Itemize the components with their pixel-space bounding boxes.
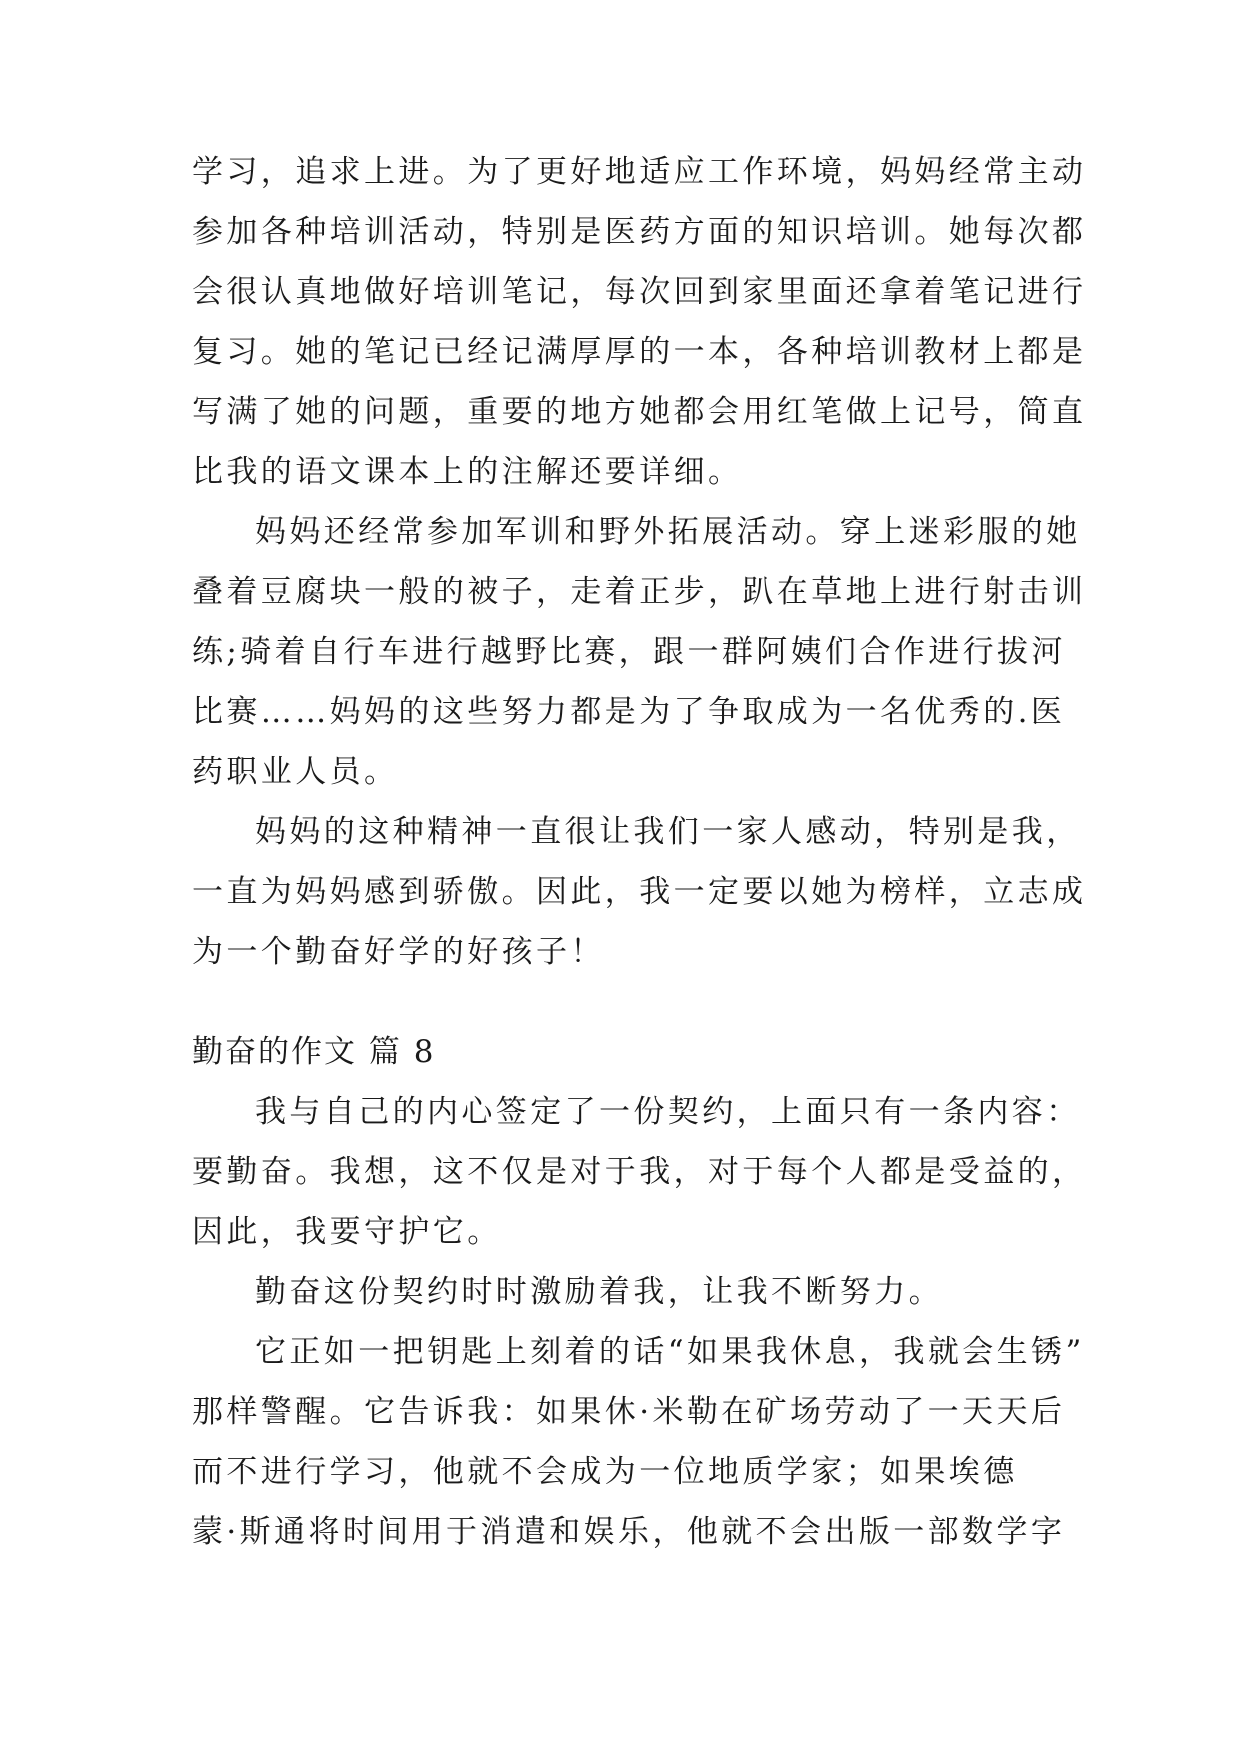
paragraph-3-line-2: 一直为妈妈感到骄傲。因此，我一定要以她为榜样，立志成 [192, 874, 1087, 910]
paragraph-2-line-5: 药职业人员。 [192, 754, 399, 790]
paragraph-4-line-3: 因此，我要守护它。 [192, 1214, 502, 1250]
paragraph-6-line-3: 而不进行学习，他就不会成为一位地质学家；如果埃德 [192, 1454, 1018, 1490]
paragraph-1-line-1: 学习，追求上进。为了更好地适应工作环境，妈妈经常主动 [192, 154, 1087, 190]
paragraph-1-line-6: 比我的语文课本上的注解还要详细。 [192, 454, 743, 490]
paragraph-2-line-2: 叠着豆腐块一般的被子，走着正步，趴在草地上进行射击训 [192, 574, 1087, 610]
paragraph-3-line-1: 妈妈的这种精神一直很让我们一家人感动，特别是我， [255, 814, 1081, 850]
paragraph-6-line-1: 它正如一把钥匙上刻着的话“如果我休息，我就会生锈” [255, 1334, 1085, 1370]
paragraph-1-line-3: 会很认真地做好培训笔记，每次回到家里面还拿着笔记进行 [192, 274, 1087, 310]
paragraph-2-line-3: 练;骑着自行车进行越野比赛，跟一群阿姨们合作进行拔河 [192, 634, 1066, 670]
paragraph-1-line-5: 写满了她的问题，重要的地方她都会用红笔做上记号，简直 [192, 394, 1087, 430]
paragraph-4-line-1: 我与自己的内心签定了一份契约，上面只有一条内容： [255, 1094, 1081, 1130]
section-heading: 勤奋的作文 篇 8 [192, 1034, 436, 1070]
paragraph-2-line-4: 比赛……妈妈的这些努力都是为了争取成为一名优秀的.医 [192, 694, 1066, 730]
paragraph-6-line-2: 那样警醒。它告诉我：如果休·米勒在矿场劳动了一天天后 [192, 1394, 1066, 1430]
paragraph-1-line-2: 参加各种培训活动，特别是医药方面的知识培训。她每次都 [192, 214, 1087, 250]
paragraph-1-line-4: 复习。她的笔记已经记满厚厚的一本，各种培训教材上都是 [192, 334, 1087, 370]
paragraph-3-line-3: 为一个勤奋好学的好孩子！ [192, 934, 605, 970]
paragraph-2-line-1: 妈妈还经常参加军训和野外拓展活动。穿上迷彩服的她 [255, 514, 1081, 550]
paragraph-5-line-1: 勤奋这份契约时时激励着我，让我不断努力。 [255, 1274, 943, 1310]
paragraph-4-line-2: 要勤奋。我想，这不仅是对于我，对于每个人都是受益的， [192, 1154, 1087, 1190]
paragraph-6-line-4: 蒙·斯通将时间用于消遣和娱乐，他就不会出版一部数学字 [192, 1514, 1066, 1550]
